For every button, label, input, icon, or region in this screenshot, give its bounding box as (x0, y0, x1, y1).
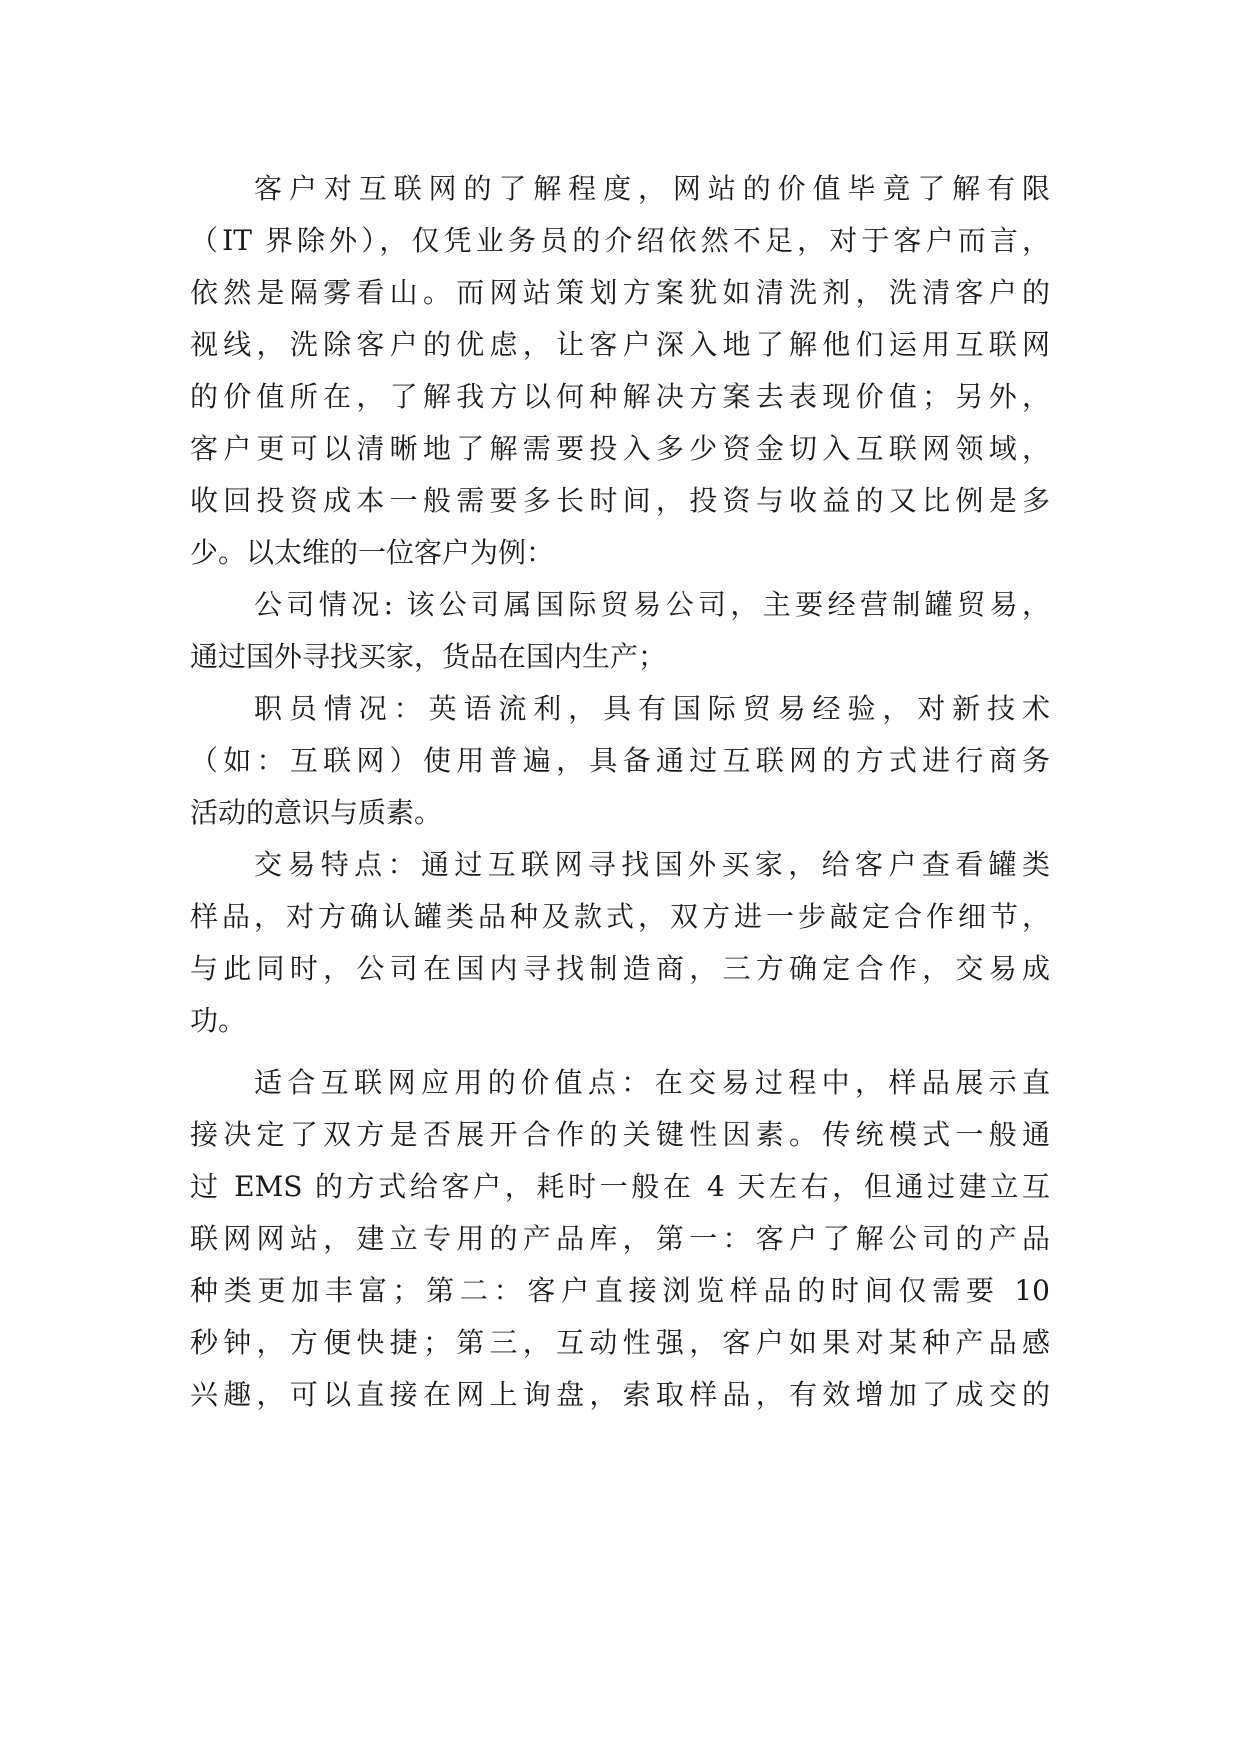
paragraph-2-line-1: 公司情况: 该公司属国际贸易公司，主要经营制罐贸易， (254, 588, 1050, 621)
paragraph-3-line-2: （如：互联网）使用普遍，具备通过互联网的方式进行商务 (190, 744, 1050, 777)
paragraph-1-line-2: （IT 界除外），仅凭业务员的介绍依然不足，对于客户而言， (190, 224, 1050, 257)
paragraph-5-line-1: 适合互联网应用的价值点：在交易过程中，样品展示直 (254, 1066, 1050, 1099)
paragraph-5-line-4: 联网网站，建立专用的产品库，第一：客户了解公司的产品 (190, 1222, 1050, 1255)
paragraph-5-line-3: 过 EMS 的方式给客户，耗时一般在 4 天左右，但通过建立互 (190, 1170, 1050, 1203)
paragraph-1-line-6: 客户更可以清晰地了解需要投入多少资金切入互联网领域， (190, 432, 1050, 465)
paragraph-1-line-8: 少。以太维的一位客户为例： (190, 536, 555, 569)
paragraph-4-line-1: 交易特点：通过互联网寻找国外买家，给客户查看罐类 (254, 848, 1050, 881)
paragraph-3-line-1: 职员情况：英语流利，具有国际贸易经验，对新技术 (254, 692, 1050, 725)
paragraph-1-line-7: 收回投资成本一般需要多长时间，投资与收益的又比例是多 (190, 484, 1050, 517)
paragraph-5-line-7: 兴趣，可以直接在网上询盘，索取样品，有效增加了成交的 (190, 1378, 1050, 1411)
paragraph-1-line-5: 的价值所在，了解我方以何种解决方案去表现价值；另外， (190, 380, 1050, 413)
paragraph-4-line-3: 与此同时，公司在国内寻找制造商，三方确定合作，交易成 (190, 952, 1050, 985)
paragraph-4-line-2: 样品，对方确认罐类品种及款式，双方进一步敲定合作细节， (190, 900, 1050, 933)
paragraph-5-line-6: 秒钟，方便快捷；第三，互动性强，客户如果对某种产品感 (190, 1326, 1050, 1359)
paragraph-3-line-3: 活动的意识与质素。 (190, 796, 443, 829)
paragraph-1-line-1: 客户对互联网的了解程度，网站的价值毕竟了解有限 (254, 172, 1050, 205)
paragraph-5-line-2: 接决定了双方是否展开合作的关键性因素。传统模式一般通 (190, 1118, 1050, 1151)
paragraph-5-line-5: 种类更加丰富；第二：客户直接浏览样品的时间仅需要 10 (190, 1274, 1050, 1307)
paragraph-2-line-2: 通过国外寻找买家，货品在国内生产； (190, 640, 667, 673)
paragraph-1-line-4: 视线，洗除客户的优虑，让客户深入地了解他们运用互联网 (190, 328, 1050, 361)
paragraph-4-line-4: 功。 (190, 1004, 247, 1037)
paragraph-1-line-3: 依然是隔雾看山。而网站策划方案犹如清洗剂，洗清客户的 (190, 276, 1050, 309)
